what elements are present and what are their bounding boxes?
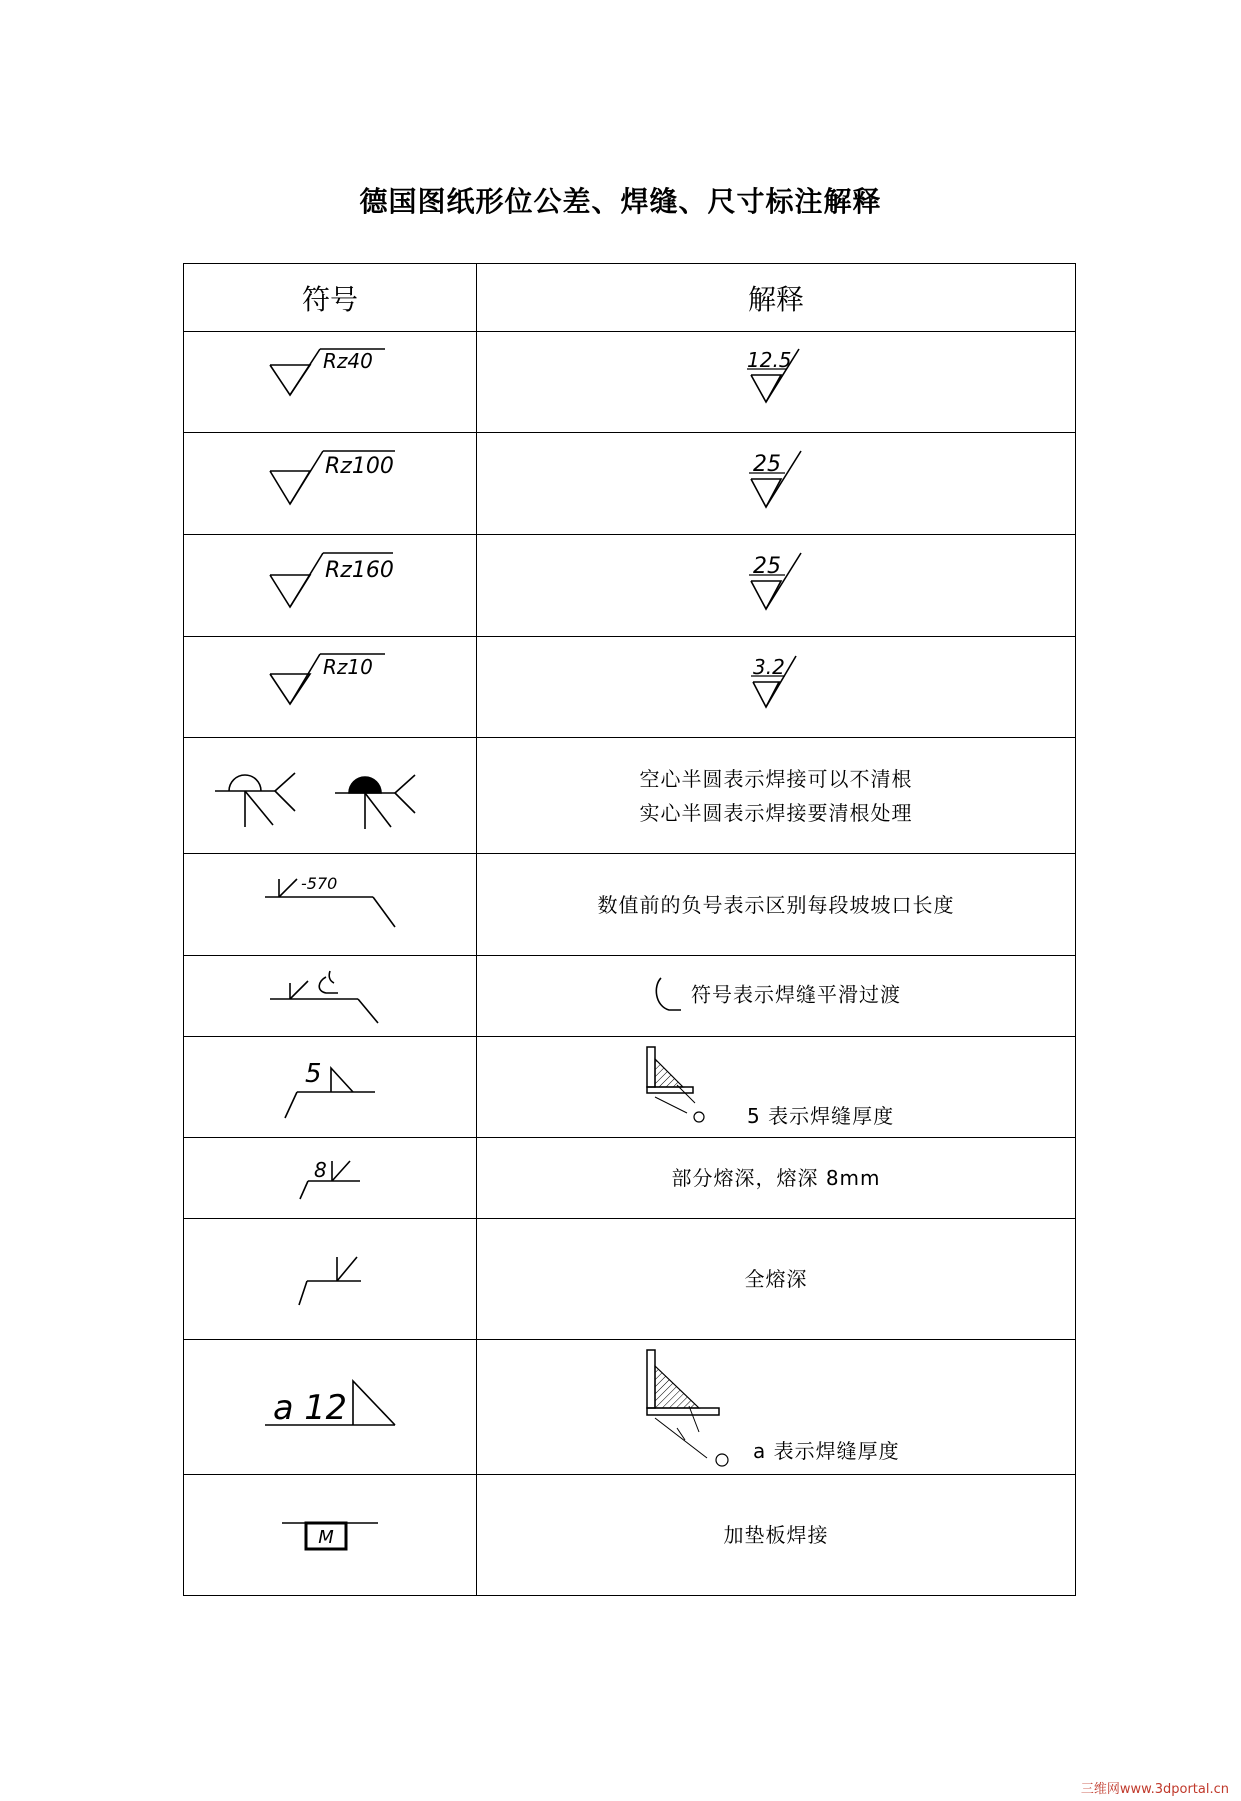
explanation-cell: 数值前的负号表示区别每段坡坡口长度: [477, 854, 1076, 956]
symbol-cell: [184, 1475, 477, 1596]
roughness-ra-symbol: [741, 551, 811, 621]
rz-value: Rz160: [325, 557, 394, 583]
throat-thickness-symbol: [265, 1377, 395, 1437]
roughness-ra-symbol: [741, 449, 811, 519]
symbol-cell: [184, 332, 477, 433]
depth-value: 8: [314, 1158, 327, 1182]
thickness-value: 5: [305, 1059, 322, 1089]
symbol-cell: [184, 535, 477, 637]
explanation-text: a 表示焊缝厚度: [753, 1439, 900, 1463]
table-header-row: [184, 264, 1076, 332]
surface-roughness-rz-symbol: [265, 347, 395, 417]
smooth-transition-weld-symbol: [270, 969, 390, 1024]
roughness-ra-symbol: [741, 347, 811, 417]
partial-penetration-symbol: [300, 1153, 360, 1203]
rz-value: Rz10: [323, 655, 373, 679]
explanation-cell: [477, 535, 1076, 637]
symbol-table: [183, 263, 1076, 1596]
ra-value: 3.2: [753, 655, 785, 679]
symbol-cell: [184, 1138, 477, 1219]
symbol-cell: [184, 738, 477, 854]
table-row: [184, 1475, 1076, 1596]
backing-plate-symbol: [282, 1517, 378, 1553]
rz-value: Rz100: [325, 453, 394, 479]
table-row: [184, 433, 1076, 535]
symbol-cell: [184, 1219, 477, 1340]
ra-value: 25: [753, 553, 781, 579]
table-row: [184, 738, 1076, 854]
solid-half-circle-weld-icon: [335, 775, 415, 829]
length-value: -570: [301, 873, 338, 893]
hollow-half-circle-weld-icon: [215, 773, 295, 827]
ra-value: 25: [753, 451, 781, 477]
ra-value: 12.5: [747, 348, 792, 372]
full-penetration-symbol: [299, 1249, 361, 1309]
table-row: [184, 535, 1076, 637]
back-weld-half-circle-symbols: [215, 761, 445, 831]
table-row: [184, 956, 1076, 1037]
explanation-cell: [477, 637, 1076, 738]
table-row: [184, 1219, 1076, 1340]
explanation-line: 实心半圆表示焊接要清根处理: [639, 800, 913, 825]
watermark: 三维网www.3dportal.cn: [1080, 1782, 1229, 1797]
table-row: [184, 332, 1076, 433]
page-title: 德国图纸形位公差、焊缝、尺寸标注解释: [359, 185, 882, 218]
table-row: [184, 637, 1076, 738]
surface-roughness-rz-symbol: [265, 551, 395, 621]
surface-roughness-rz-symbol: [265, 449, 395, 519]
explanation-cell: [477, 433, 1076, 535]
rz-value: Rz40: [323, 349, 373, 373]
explanation-cell: [477, 332, 1076, 433]
explanation-text: 5 表示焊缝厚度: [747, 1104, 895, 1128]
explanation-cell: 全熔深: [477, 1219, 1076, 1340]
explanation-cell: 加垫板焊接: [477, 1475, 1076, 1596]
table-row: [184, 854, 1076, 956]
throat-value: a 12: [273, 1388, 347, 1428]
symbol-cell: [184, 956, 477, 1037]
table-row: [184, 1037, 1076, 1138]
symbol-cell: [184, 1340, 477, 1475]
segment-length-weld-symbol: [265, 875, 395, 935]
symbol-cell: [184, 637, 477, 738]
table-row: [184, 1138, 1076, 1219]
fillet-weld-thickness-symbol: [285, 1052, 375, 1122]
explanation-cell: 部分熔深，熔深 8mm: [477, 1138, 1076, 1219]
table-row: [184, 1340, 1076, 1475]
backing-label: M: [318, 1527, 334, 1548]
symbol-cell: [184, 1037, 477, 1138]
fillet-weld-section-icon: [637, 1045, 717, 1125]
fillet-weld-diagram: [637, 1045, 717, 1125]
explanation-line: 空心半圆表示焊接可以不清根: [639, 766, 913, 791]
header-symbol: 符号: [184, 264, 477, 332]
symbol-cell: [184, 433, 477, 535]
explanation-text: 符号表示焊缝平滑过渡: [691, 982, 901, 1007]
header-explanation: 解释: [477, 264, 1076, 332]
explanation-cell: [477, 738, 1076, 854]
throat-weld-section-icon: [637, 1348, 732, 1468]
surface-roughness-rz-symbol: [265, 652, 395, 722]
smooth-transition-icon: [651, 976, 685, 1016]
symbol-cell: [184, 854, 477, 956]
explanation-cell: [477, 956, 1076, 1037]
throat-weld-diagram: [637, 1348, 732, 1468]
explanation-cell: [477, 1037, 1076, 1138]
roughness-ra-symbol: [741, 652, 811, 722]
explanation-cell: [477, 1340, 1076, 1475]
